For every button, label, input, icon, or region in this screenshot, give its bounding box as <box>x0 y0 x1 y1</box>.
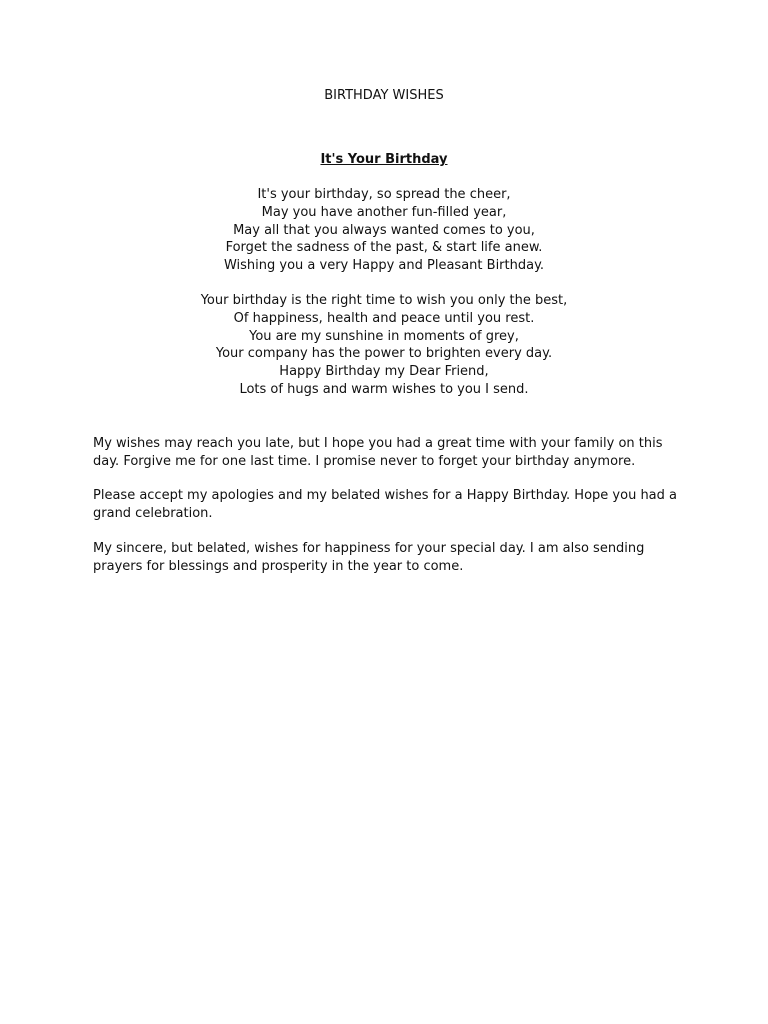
poem-line: Wishing you a very Happy and Pleasant Birthday. <box>223 258 545 274</box>
poem-stanza-1 <box>0 186 768 275</box>
poem-line: Of happiness, health and peace until you rest. <box>233 310 535 326</box>
poem-line: May all that you always wanted comes to you, <box>233 222 535 238</box>
poem-stanza-2 <box>0 292 768 399</box>
poem-line: You are my sunshine in moments of grey, <box>249 328 519 344</box>
poem-line: Happy Birthday my Dear Friend, <box>279 364 489 380</box>
poem-line: Forget the sadness of the past, & start life anew. <box>225 240 543 256</box>
document-heading: BIRTHDAY WISHES <box>324 88 444 103</box>
poem-line: Lots of hugs and warm wishes to you I send. <box>239 381 529 397</box>
body-paragraph-apologies: Please accept my apologies and my belated wishes for a Happy Birthday. Hope you had a grand celebration. <box>93 488 677 521</box>
poem-line: Your company has the power to brighten every day. <box>215 346 553 362</box>
body-paragraph-sincere-wishes: My sincere, but belated, wishes for happiness for your special day. I am also sending prayers for blessings and prosperity in the year to come. <box>93 541 645 574</box>
poem-title: It's Your Birthday <box>320 152 448 167</box>
poem-line: May you have another fun-filled year, <box>261 204 507 220</box>
poem-line: It's your birthday, so spread the cheer, <box>257 187 511 202</box>
body-paragraph-late-wishes: My wishes may reach you late, but I hope you had a great time with your family on this day. Forgive me for one last time. I promise never to forget your birthday anymore. <box>93 436 663 469</box>
poem-line: Your birthday is the right time to wish you only the best, <box>200 293 568 308</box>
